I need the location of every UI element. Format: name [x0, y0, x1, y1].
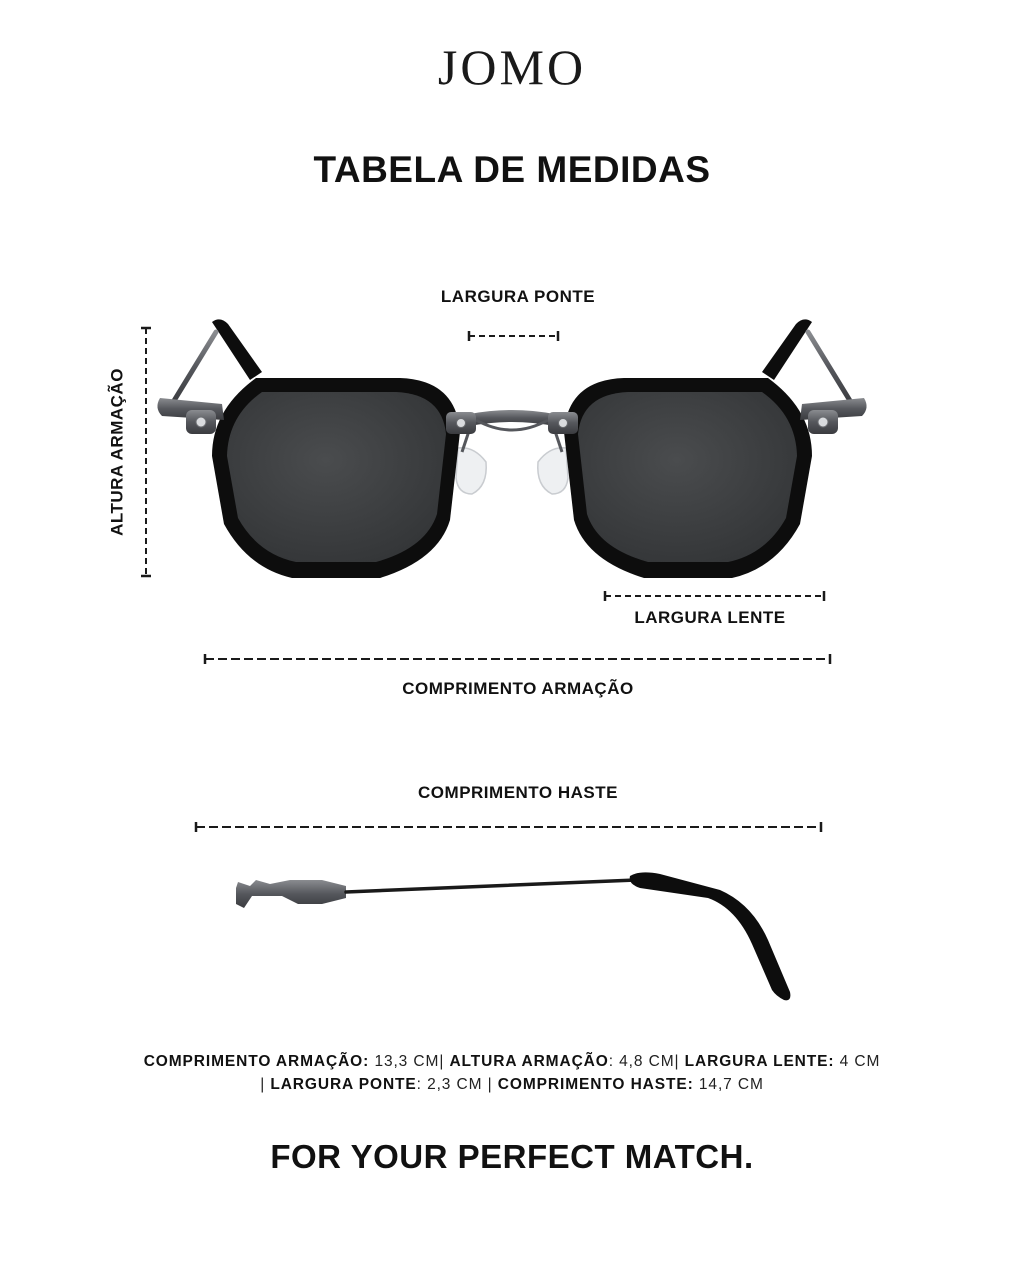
spec-frame-length-label: COMPRIMENTO ARMAÇÃO: [143, 1053, 370, 1070]
spec-frame-height-value: : 4,8 CM| [608, 1053, 680, 1070]
right-temple-wire [808, 332, 852, 404]
lens-width-label: LARGURA LENTE [634, 608, 786, 627]
left-lens [227, 392, 446, 562]
spec-temple-length-value: 14,7 CM [698, 1076, 764, 1093]
bridge-width-label: LARGURA PONTE [440, 287, 596, 306]
spec-bridge-prefix: | [260, 1076, 266, 1093]
temple-hinge-end [236, 880, 346, 908]
spec-line-2 [0, 1073, 1024, 1096]
temple-wire [346, 880, 636, 892]
spec-line-1 [0, 1050, 1024, 1073]
left-temple-wire [172, 332, 216, 404]
spec-lens-width-value: 4 CM [839, 1053, 881, 1070]
temple-tip [630, 872, 791, 1000]
spec-frame-length-value: 13,3 CM| [374, 1053, 445, 1070]
spec-bridge-width-label: LARGURA PONTE [270, 1076, 417, 1093]
spec-frame-height-label: ALTURA ARMAÇÃO [449, 1053, 609, 1070]
right-lens [578, 392, 797, 562]
temple-length-label: COMPRIMENTO HASTE [418, 783, 618, 802]
right-nose-pad [538, 448, 568, 494]
spec-temple-length-label: COMPRIMENTO HASTE: [497, 1076, 694, 1093]
spec-bridge-width-value: : 2,3 CM | [416, 1076, 493, 1093]
brand-logo: JOMO [437, 39, 587, 95]
spec-summary [0, 1050, 1024, 1096]
right-temple-tip [762, 319, 812, 380]
page-title: TABELA DE MEDIDAS [313, 149, 711, 190]
slogan: FOR YOUR PERFECT MATCH. [270, 1138, 754, 1175]
frame-length-label: COMPRIMENTO ARMAÇÃO [402, 679, 634, 698]
spec-lens-width-label: LARGURA LENTE: [684, 1053, 835, 1070]
frame-height-label: ALTURA ARMAÇÃO [107, 368, 127, 536]
glasses-front-image [157, 319, 866, 578]
left-temple-tip [212, 319, 262, 380]
temple-side-image [236, 872, 790, 1000]
left-nose-pad [456, 448, 486, 494]
